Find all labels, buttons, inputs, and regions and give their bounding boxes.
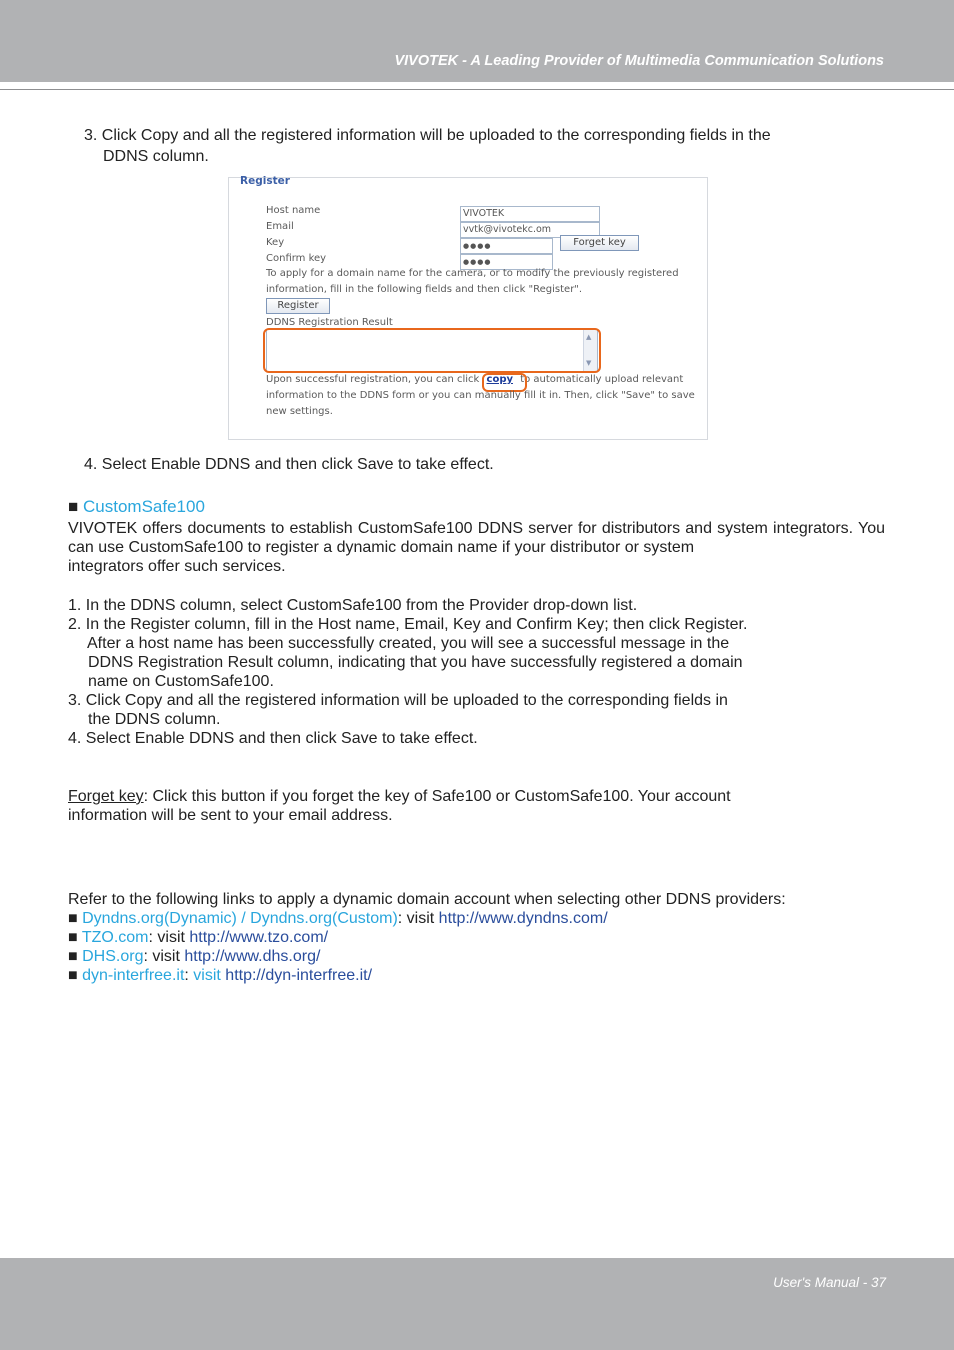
link-url-dyndns[interactable]: http://www.dyndns.com/ [438, 910, 608, 927]
copy-note-line1 [266, 374, 683, 385]
customsafe-step-2-cont2: DDNS Registration Result column, indicating that you have successfully registered a domain [88, 654, 743, 671]
link-name-dhs: DHS.org [82, 948, 144, 965]
copy-link[interactable]: copy [486, 374, 513, 385]
key-label: Key [266, 237, 285, 248]
forget-key-button[interactable]: Forget key [560, 235, 639, 251]
register-screenshot [228, 177, 708, 440]
forget-key-text-last: information will be sent to your email address. [68, 807, 393, 824]
customsafe-heading [68, 497, 205, 516]
scroll-up-icon[interactable]: ▲ [586, 333, 592, 341]
bullet-icon: ■ [68, 497, 79, 516]
result-highlight-frame [263, 328, 601, 373]
links-intro: Refer to the following links to apply a dynamic domain account when selecting other DDNS providers: [68, 891, 786, 908]
customsafe-paragraph-last: integrators offer such services. [68, 558, 286, 575]
link-url-dhs[interactable]: http://www.dhs.org/ [184, 948, 321, 965]
customsafe-step-1: 1. In the DDNS column, select CustomSafe100 from the Provider drop-down list. [68, 597, 638, 614]
link-url-dyninterfree[interactable]: http://dyn-interfree.it/ [225, 967, 373, 984]
customsafe-paragraph [68, 519, 885, 576]
figure-title: Register [240, 175, 290, 187]
link-item-dyndns [68, 909, 608, 928]
customsafe-step-2-cont1: After a host name has been successfully created, you will see a successful message in the [87, 635, 730, 652]
key-input[interactable]: ●●●● [460, 238, 553, 254]
step3-line1: 3. Click Copy and all the registered information will be uploaded to the corresponding fields in the [84, 127, 771, 144]
copy-note-post: to automatically upload relevant [520, 374, 684, 385]
step4-text: 4. Select Enable DDNS and then click Save to take effect. [84, 456, 494, 473]
register-instruction-line1: To apply for a domain name for the camera, or to modify the previously registered [266, 268, 679, 279]
bullet-icon: ■ [68, 967, 78, 984]
link-sep-tzo: : visit [148, 929, 190, 946]
copy-note-line2: information to the DDNS form or you can manually fill it in. Then, click "Save" to save [266, 390, 695, 401]
customsafe-paragraph-body: VIVOTEK offers documents to establish CustomSafe100 DDNS server for distributors and system integrators. You can use CustomSafe100 to register a dynamic domain name if your distributor or system [68, 520, 885, 556]
customsafe-step-3-cont: the DDNS column. [88, 711, 221, 728]
customsafe-step-2-cont3: name on CustomSafe100. [88, 673, 274, 690]
header-title: VIVOTEK - A Leading Provider of Multimedia Communication Solutions [394, 53, 884, 69]
bullet-icon: ■ [68, 910, 78, 927]
link-sep-dyninterfree: : [184, 967, 194, 984]
email-input[interactable]: vvtk@vivotekc.om [460, 222, 600, 238]
email-label: Email [266, 221, 294, 232]
copy-note-pre: Upon successful registration, you can click [266, 374, 480, 385]
customsafe-step-2: 2. In the Register column, fill in the Host name, Email, Key and Confirm Key; then click Register. [68, 616, 748, 633]
footer-bar [0, 1258, 954, 1350]
bullet-icon: ■ [68, 948, 78, 965]
bullet-icon: ■ [68, 929, 78, 946]
link-sep-dyndns: : visit [397, 910, 439, 927]
customsafe-step-4: 4. Select Enable DDNS and then click Save to take effect. [68, 730, 478, 747]
link-item-dyninterfree [68, 966, 372, 985]
register-instruction-line2: information, fill in the following fields and then click "Register". [266, 284, 583, 295]
link-name-tzo: TZO.com [81, 929, 149, 946]
link-url-tzo[interactable]: http://www.tzo.com/ [189, 929, 329, 946]
step3-line2: DDNS column. [103, 148, 209, 165]
customsafe-step-3: 3. Click Copy and all the registered information will be uploaded to the corresponding fields in [68, 692, 728, 709]
link-name-dyndns: Dyndns.org(Dynamic) / Dyndns.org(Custom) [82, 910, 398, 927]
header-divider [0, 89, 954, 90]
header-bar [0, 0, 954, 82]
confirm-key-input[interactable]: ●●●● [460, 254, 553, 270]
host-name-label: Host name [266, 205, 321, 216]
customsafe-title: CustomSafe100 [83, 497, 205, 516]
ddns-result-label: DDNS Registration Result [266, 317, 393, 328]
register-button[interactable]: Register [266, 298, 330, 314]
forget-key-text: : Click this button if you forget the key of Safe100 or CustomSafe100. Your account [143, 788, 731, 805]
confirm-key-label: Confirm key [266, 253, 327, 264]
host-name-input[interactable]: VIVOTEK [460, 206, 600, 222]
link-name-dyninterfree: dyn-interfree.it [82, 967, 185, 984]
link-item-tzo [68, 928, 328, 947]
scroll-down-icon[interactable]: ▼ [586, 359, 592, 367]
page-number: User's Manual - 37 [773, 1275, 886, 1290]
link-visit-dyninterfree: visit [193, 967, 221, 984]
link-sep-dhs: : visit [143, 948, 185, 965]
forget-key-term: Forget key [68, 788, 144, 805]
link-item-dhs [68, 947, 320, 966]
copy-note-line3: new settings. [266, 406, 333, 417]
forget-key-paragraph [68, 787, 885, 825]
